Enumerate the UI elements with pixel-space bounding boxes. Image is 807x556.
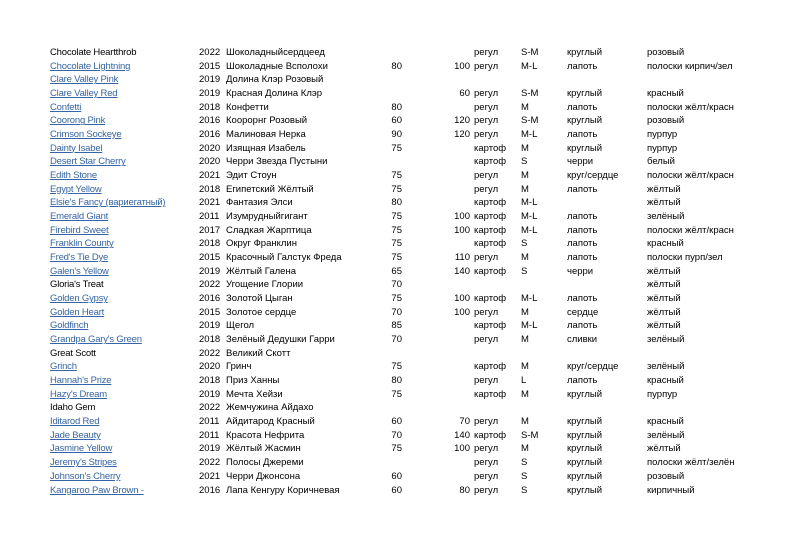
cell-ru: Угощение Глории [226,279,304,291]
variety-name-link[interactable]: Firebird Sweet [50,224,109,236]
cell-type: регул [474,183,499,195]
cell-year: 2016 [199,484,221,496]
cell-ru: Красочный Галстук Фреда [226,252,342,264]
table-row [0,333,807,347]
cell-a: 60 [391,470,402,482]
cell-size: M-L [521,129,538,141]
variety-name-link[interactable]: Jasmine Yellow [50,443,113,455]
cell-shape: сердце [567,306,599,318]
cell-shape: круглый [567,115,603,127]
cell-type: регул [474,306,499,318]
cell-type: регул [474,101,499,113]
cell-shape: круглый [567,470,603,482]
cell-a: 70 [391,429,402,441]
cell-size: M [521,334,529,346]
cell-b: 100 [454,443,470,455]
cell-year: 2016 [199,129,221,141]
cell-size: M [521,306,529,318]
table-row [0,278,807,292]
table-row [0,388,807,402]
variety-name-link[interactable]: Kangaroo Paw Brown - [50,484,144,496]
cell-year: 2019 [199,388,221,400]
table-row [0,224,807,238]
cell-ru: Золотое сердце [226,306,297,318]
cell-year: 2011 [199,416,220,428]
cell-size: S [521,265,528,277]
variety-name-link[interactable]: Chocolate Lightning [50,60,131,72]
cell-type: картоф [474,293,507,305]
cell-a: 75 [391,224,402,236]
cell-shape: лапоть [567,293,598,305]
table-row [0,401,807,415]
cell-color: зелёный [647,429,685,441]
table-row [0,306,807,320]
cell-a: 75 [391,293,402,305]
cell-ru: Коорорнг Розовый [226,115,308,127]
cell-b: 100 [454,293,470,305]
variety-name-link[interactable]: Iditarod Red [50,416,100,428]
cell-size: M [521,416,529,428]
cell-shape: круглый [567,388,603,400]
cell-a: 60 [391,115,402,127]
cell-shape: лапоть [567,129,598,141]
table-row [0,101,807,115]
variety-name-link[interactable]: Johnson's Cherry [50,470,121,482]
cell-size: S-M [521,88,539,100]
cell-a: 70 [391,306,402,318]
cell-shape: круглый [567,443,603,455]
cell-color: белый [647,156,675,168]
cell-ru: Долина Клэр Розовый [226,74,324,86]
cell-type: картоф [474,156,507,168]
variety-name-link[interactable]: Golden Gypsy [50,293,108,305]
cell-ru: Красная Долина Клэр [226,88,323,100]
cell-shape: черри [567,265,594,277]
variety-name: Chocolate Heartthrob [50,47,137,58]
cell-type: регул [474,484,499,496]
table-row [0,415,807,429]
cell-a: 75 [391,238,402,250]
variety-name-link[interactable]: Grandpa Gary's Green [50,334,142,346]
cell-shape: лапоть [567,211,598,223]
table-row [0,251,807,265]
cell-shape: лапоть [567,320,598,332]
cell-shape: лапоть [567,238,598,250]
cell-shape: лапоть [567,252,598,264]
cell-type: картоф [474,320,507,332]
table-row [0,456,807,470]
cell-color: полоски жёлт/красн [647,170,734,182]
cell-color: жёлтый [647,183,681,195]
cell-type: картоф [474,197,507,209]
cell-shape: круглый [567,47,603,58]
cell-year: 2021 [199,470,221,482]
cell-type: картоф [474,361,507,373]
cell-b: 100 [454,306,470,318]
cell-ru: Гринч [226,361,252,373]
cell-a: 75 [391,142,402,154]
cell-year: 2015 [199,60,221,72]
cell-color: красный [647,88,684,100]
variety-name-link[interactable]: Dainty Isabel [50,142,103,154]
cell-ru: Изящная Изабель [226,142,306,154]
cell-type: картоф [474,388,507,400]
cell-year: 2018 [199,183,221,195]
table-row [0,319,807,333]
cell-size: M-L [521,320,538,332]
table-row [0,210,807,224]
cell-shape: круг/сердце [567,361,619,373]
cell-a: 90 [391,129,402,141]
cell-color: зелёный [647,361,685,373]
cell-size: M-L [521,60,538,72]
cell-ru: Красота Нефрита [226,429,305,441]
variety-name: Great Scott [50,347,96,359]
cell-type: регул [474,470,499,482]
cell-a: 75 [391,361,402,373]
table-row [0,292,807,306]
cell-color: зелёный [647,334,685,346]
cell-year: 2020 [199,156,221,168]
cell-a: 80 [391,101,402,113]
variety-name-link[interactable]: Clare Valley Pink [50,74,119,86]
cell-color: полоски жёлт/красн [647,224,734,236]
cell-color: полоски пурп/зел [647,252,723,264]
cell-shape: лапоть [567,183,598,195]
cell-color: зелёный [647,211,685,223]
cell-size: S [521,238,528,250]
cell-size: M [521,361,529,373]
cell-a: 80 [391,375,402,387]
cell-color: жёлтый [647,265,681,277]
variety-name-link[interactable]: Confetti [50,101,82,113]
cell-year: 2022 [199,402,221,414]
cell-year: 2011 [199,429,220,441]
cell-ru: Шоколадные Всполохи [226,60,328,72]
cell-type: регул [474,443,499,455]
cell-type: регул [474,457,499,469]
cell-size: M [521,252,529,264]
cell-color: жёлтый [647,306,681,318]
table-row [0,169,807,183]
cell-size: M [521,388,529,400]
cell-year: 2020 [199,142,221,154]
cell-color: полоски кирпич/зел [647,60,733,72]
cell-color: пурпур [647,388,678,400]
cell-ru: Айдитарод Красный [226,416,315,428]
cell-size: M-L [521,224,538,236]
cell-type: регул [474,252,499,264]
cell-year: 2016 [199,115,221,127]
variety-name-link[interactable]: Egypt Yellow [50,183,102,195]
cell-type: регул [474,375,499,387]
cell-ru: Полосы Джереми [226,457,304,469]
cell-ru: Малиновая Нерка [226,129,306,141]
variety-name-link[interactable]: Hannah's Prize [50,375,112,387]
cell-shape: круглый [567,429,603,441]
cell-ru: Округ Франклин [226,238,297,250]
variety-name-link[interactable]: Clare Valley Red [50,88,118,100]
table-row [0,183,807,197]
cell-type: картоф [474,429,507,441]
cell-type: регул [474,47,499,58]
cell-color: красный [647,416,684,428]
variety-name-link[interactable]: Crimson Sockeye [50,129,122,141]
cell-type: картоф [474,265,507,277]
variety-name-link[interactable]: Jade Beauty [50,429,101,441]
cell-size: M [521,443,529,455]
cell-size: S [521,470,528,482]
cell-color: полоски жёлт/зелён [647,457,735,469]
variety-name-link[interactable]: Franklin County [50,238,114,250]
cell-color: пурпур [647,142,678,154]
cell-shape: лапоть [567,375,598,387]
cell-size: M [521,142,529,154]
cell-color: розовый [647,47,685,58]
cell-year: 2022 [199,47,221,58]
cell-a: 75 [391,183,402,195]
table-row [0,347,807,361]
cell-year: 2021 [199,197,221,209]
cell-color: полоски жёлт/красн [647,101,734,113]
cell-type: регул [474,416,499,428]
cell-color: розовый [647,115,685,127]
cell-shape: круглый [567,416,603,428]
cell-b: 140 [454,429,470,441]
cell-year: 2018 [199,238,221,250]
table-row [0,237,807,251]
cell-ru: Конфетти [226,101,269,113]
variety-name-link[interactable]: Elsie's Fancy (вариегатный) [50,197,166,209]
cell-ru: Сладкая Жарптица [226,224,312,236]
cell-year: 2019 [199,88,221,100]
cell-b: 140 [454,265,470,277]
cell-size: M-L [521,211,538,223]
cell-a: 75 [391,170,402,182]
cell-ru: Изумрудныйгигант [226,211,308,223]
cell-b: 110 [454,252,470,264]
cell-year: 2018 [199,334,221,346]
cell-color: красный [647,375,684,387]
cell-b: 60 [459,88,470,100]
cell-year: 2022 [199,279,221,291]
cell-ru: Жёлтый Жасмин [226,443,301,455]
cell-shape: лапоть [567,60,598,72]
cell-type: регул [474,334,499,346]
cell-a: 75 [391,388,402,400]
cell-a: 80 [391,197,402,209]
cell-color: пурпур [647,129,678,141]
table-row [0,374,807,388]
cell-year: 2019 [199,74,221,86]
cell-year: 2022 [199,347,221,359]
cell-year: 2019 [199,265,221,277]
variety-name-link[interactable]: Golden Heart [50,306,105,318]
cell-a: 85 [391,320,402,332]
cell-shape: круглый [567,88,603,100]
cell-size: M-L [521,197,538,209]
cell-color: жёлтый [647,320,681,332]
cell-ru: Фантазия Элси [226,197,293,209]
cell-a: 60 [391,484,402,496]
cell-year: 2018 [199,101,221,113]
cell-shape: лапоть [567,101,598,113]
cell-size: L [521,375,527,387]
variety-name-link[interactable]: Grinch [50,361,77,373]
cell-size: S-M [521,47,539,58]
cell-a: 80 [391,60,402,72]
cell-ru: Лапа Кенгуру Коричневая [226,484,340,496]
cell-size: M [521,170,529,182]
table-row [0,484,807,498]
cell-type: регул [474,60,499,72]
table-row [0,442,807,456]
cell-ru: Мечта Хейзи [226,388,283,400]
table-row [0,470,807,484]
cell-ru: Черри Звезда Пустыни [226,156,328,168]
variety-name-link[interactable]: Galen's Yellow [50,265,109,277]
cell-ru: Золотой Цыган [226,293,293,305]
cell-size: M [521,183,529,195]
cell-color: розовый [647,470,685,482]
cell-ru: Зелёный Дедушки Гарри [226,334,335,346]
cell-a: 70 [391,334,402,346]
cell-size: S [521,457,528,469]
cell-shape: сливки [567,334,598,346]
cell-size: S-M [521,115,539,127]
cell-size: S [521,156,528,168]
cell-year: 2020 [199,361,221,373]
variety-name-link[interactable]: Fred's Tie Dye [50,252,109,264]
table-row [0,265,807,279]
cell-a: 70 [391,279,402,291]
cell-color: жёлтый [647,279,681,291]
cell-color: кирпичный [647,484,695,496]
table-row [0,142,807,156]
cell-type: регул [474,115,499,127]
cell-b: 120 [454,115,470,127]
cell-a: 75 [391,211,402,223]
cell-ru: Черри Джонсона [226,470,301,482]
cell-size: S-M [521,429,539,441]
variety-name-link[interactable]: Emerald Giant [50,211,109,223]
cell-year: 2018 [199,375,221,387]
cell-b: 100 [454,60,470,72]
table-row [0,73,807,87]
cell-year: 2019 [199,443,221,455]
cell-a: 60 [391,416,402,428]
variety-name-link[interactable]: Edith Stone [50,170,97,182]
table-row [0,360,807,374]
cell-a: 65 [391,265,402,277]
table-row [0,155,807,169]
cell-shape: круглый [567,142,603,154]
cell-ru: Приз Ханны [226,375,280,387]
variety-name-link[interactable]: Coorong Pink [50,115,106,127]
variety-name: Idaho Gem [50,402,96,414]
cell-shape: круг/сердце [567,170,619,182]
cell-shape: круглый [567,457,603,469]
cell-size: M-L [521,293,538,305]
cell-type: регул [474,170,499,182]
table-row [0,429,807,443]
variety-name-link[interactable]: Jeremy's Stripes [50,457,117,469]
cell-type: картоф [474,142,507,154]
cell-year: 2015 [199,306,221,318]
cell-ru: Эдит Стоун [226,170,277,182]
cell-ru: Шоколадныйсердцеед [226,47,325,58]
cell-shape: лапоть [567,224,598,236]
cell-color: жёлтый [647,443,681,455]
cell-a: 75 [391,443,402,455]
table-row [0,196,807,210]
cell-shape: круглый [567,484,603,496]
table-row [0,128,807,142]
cell-a: 75 [391,252,402,264]
cell-color: красный [647,238,684,250]
cell-year: 2022 [199,457,221,469]
cell-b: 120 [454,129,470,141]
cell-year: 2021 [199,170,221,182]
cell-shape: черри [567,156,594,168]
cell-b: 70 [459,416,470,428]
cell-type: регул [474,88,499,100]
cell-type: картоф [474,211,507,223]
cell-color: жёлтый [647,293,681,305]
cell-ru: Жемчужина Айдахо [226,402,314,414]
cell-year: 2011 [199,211,220,223]
cell-ru: Египетский Жёлтый [226,183,314,195]
variety-name-link[interactable]: Desert Star Cherry [50,156,126,168]
variety-name-link[interactable]: Goldfinch [50,320,89,332]
table-row [0,46,807,60]
variety-name-link[interactable]: Hazy's Dream [50,388,107,400]
cell-b: 80 [459,484,470,496]
cell-year: 2017 [199,224,221,236]
cell-type: картоф [474,224,507,236]
spreadsheet-table [0,46,807,497]
cell-size: S [521,484,528,496]
table-row [0,60,807,74]
cell-year: 2019 [199,320,221,332]
table-row [0,114,807,128]
cell-ru: Щегол [226,320,255,332]
cell-size: M [521,101,529,113]
cell-ru: Великий Скотт [226,347,291,359]
cell-year: 2016 [199,293,221,305]
cell-color: жёлтый [647,197,681,209]
cell-type: регул [474,129,499,141]
variety-name: Gloria's Treat [50,279,104,291]
cell-ru: Жёлтый Галена [226,265,296,277]
cell-b: 100 [454,224,470,236]
cell-year: 2015 [199,252,221,264]
cell-b: 100 [454,211,470,223]
table-row [0,87,807,101]
cell-type: картоф [474,238,507,250]
